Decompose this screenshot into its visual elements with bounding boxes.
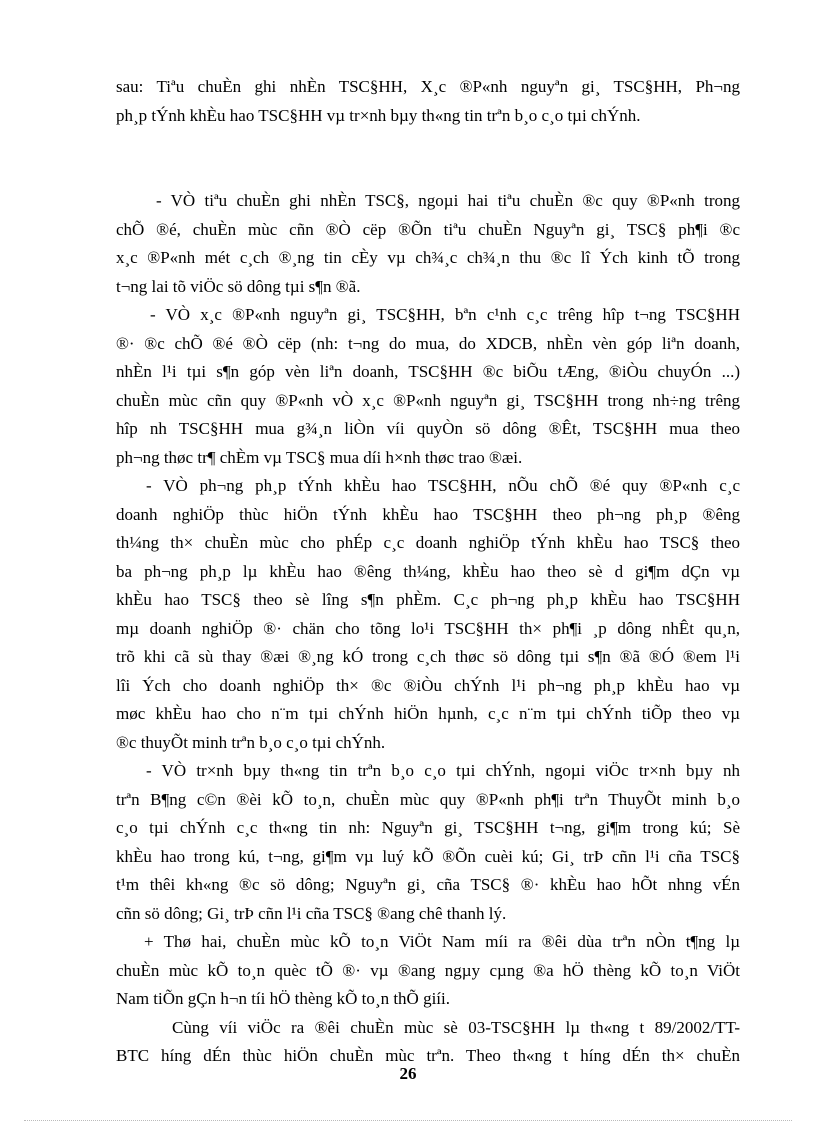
text-line: c¸o tµi chÝnh c¸c th«ng tin nh: Nguyªn gi¸ TSC§HH t¬ng, gi¶m trong kú; Sè bbox=[116, 818, 740, 837]
text-line: trªn B¶ng c©n ®èi kÕ to¸n, chuÈn mùc quy ®P«nh ph¶i trªn ThuyÕt minh b¸o bbox=[116, 789, 740, 809]
text-line: trõ khi cã sù thay ®æi ®¸ng kÓ trong c¸ch thøc sö dông tµi s¶n ®ã ®Ó ®em l¹i bbox=[116, 647, 740, 666]
text-line: chuÈn mùc kÕ to¸n quèc tÕ ®· vµ ®ang ngµy cµng ®a hÖ thèng kÕ to¸n ViÖt bbox=[116, 960, 740, 980]
text-line: Nam tiÕn gÇn h¬n tíi hÖ thèng kÕ to¸n thÕ giíi. bbox=[116, 989, 450, 1008]
text-line: - VÒ x¸c ®P«nh nguyªn gi¸ TSC§HH, bªn c¹nh c¸c trêng hîp t¬ng TSC§HH bbox=[150, 305, 740, 324]
text-line: th¼ng th× chuÈn mùc cho phÉp c¸c doanh nghiÖp tÝnh khÈu hao TSC§ theo bbox=[116, 533, 740, 552]
page-bottom-divider bbox=[24, 1120, 792, 1121]
intro-paragraph bbox=[116, 73, 740, 130]
text-line: sau: Tiªu chuÈn ghi nhÈn TSC§HH, X¸c ®P«nh nguyªn gi¸ TSC§HH, Ph¬ng bbox=[116, 77, 740, 96]
text-line: chuÈn mùc cñn quy ®P«nh vÒ x¸c ®P«nh nguyªn gi¸ TSC§HH trong nh÷ng trêng bbox=[116, 390, 740, 410]
text-line: Cùng víi viÖc ra ®êi chuÈn mùc sè 03-TSC§HH lµ th«ng t 89/2002/TT- bbox=[172, 1017, 740, 1037]
text-line: t¬ng lai tõ viÖc sö dông tµi s¶n ®ã. bbox=[116, 276, 361, 296]
text-line: t¹m thêi kh«ng ®c sö dông; Nguyªn gi¸ cña TSC§ ®· khÈu hao hÕt nhng vÉn bbox=[116, 875, 740, 894]
body-text bbox=[116, 187, 740, 1071]
text-line: khÈu hao TSC§ theo sè lîng s¶n phÈm. C¸c ph¬ng ph¸p khÈu hao TSC§HH bbox=[116, 590, 740, 609]
text-line: møc khÈu hao cho n¨m tµi chÝnh hiÖn hµnh, c¸c n¨m tµi chÝnh tiÕp theo vµ bbox=[116, 704, 740, 723]
text-line: - VÒ ph¬ng ph¸p tÝnh khÈu hao TSC§HH, nÕu chÕ ®é quy ®P«nh c¸c bbox=[146, 476, 740, 495]
text-line: nhÈn l¹i tµi s¶n góp vèn liªn doanh, TSC§HH ®c biÕu tÆng, ®iÒu chuyÓn ...) bbox=[116, 362, 740, 381]
text-line: ph¸p tÝnh khÈu hao TSC§HH vµ tr×nh bµy th«ng tin trªn b¸o c¸o tµi chÝnh. bbox=[116, 105, 641, 125]
text-line: - VÒ tr×nh bµy th«ng tin trªn b¸o c¸o tµi chÝnh, ngoµi viÖc tr×nh bµy nh bbox=[146, 761, 740, 780]
text-line: ®· ®c chÕ ®é ®Ò cëp (nh: t¬ng do mua, do XDCB, nhÈn vèn góp liªn doanh, bbox=[116, 333, 740, 353]
text-line: mµ doanh nghiÖp ®· chän cho tõng lo¹i TSC§HH th× ph¶i ¸p dông nhÊt qu¸n, bbox=[116, 618, 740, 638]
text-line: khÈu hao trong kú, t¬ng, gi¶m vµ luý kÕ ®Õn cuèi kú; Gi¸ trÞ cñn l¹i cña TSC§ bbox=[116, 846, 740, 866]
text-line: + Thø hai, chuÈn mùc kÕ to¸n ViÖt Nam míi ra ®êi dùa trªn nÒn t¶ng lµ bbox=[144, 932, 740, 951]
text-line: cñn sö dông; Gi¸ trÞ cñn l¹i cña TSC§ ®ang chê thanh lý. bbox=[116, 903, 507, 923]
text-line: hîp nh TSC§HH mua g¾¸n liÒn víi quyÒn sö dông ®Êt, TSC§HH mua theo bbox=[116, 419, 740, 438]
text-line: - VÒ tiªu chuÈn ghi nhÈn TSC§, ngoµi hai tiªu chuÈn ®c quy ®P«nh trong bbox=[156, 191, 740, 210]
text-line: chÕ ®é, chuÈn mùc cñn ®Ò cëp ®Õn tiªu chuÈn Nguyªn gi¸ TSC§ ph¶i ®c bbox=[116, 219, 740, 239]
text-line: x¸c ®P«nh mét c¸ch ®¸ng tin cÈy vµ ch¾¸c ch¾¸n thu ®c lî Ých kinh tÕ trong bbox=[116, 248, 740, 267]
text-line: ®c thuyÕt minh trªn b¸o c¸o tµi chÝnh. bbox=[116, 732, 386, 752]
text-line: BTC híng dÉn thùc hiÖn chuÈn mùc trªn. Theo th«ng t híng dÉn th× chuÈn bbox=[116, 1046, 740, 1065]
text-line: ba ph¬ng ph¸p lµ khÈu hao ®êng th¼ng, khÈu hao theo sè d gi¶m dÇn vµ bbox=[116, 561, 740, 581]
text-line: doanh nghiÖp thùc hiÖn tÝnh khÈu hao TSC§HH theo ph¬ng ph¸p ®êng bbox=[116, 504, 740, 524]
text-line: ph¬ng thøc tr¶ chÈm vµ TSC§ mua díi h×nh thøc trao ®æi. bbox=[116, 447, 523, 467]
page-number: 26 bbox=[399, 1064, 417, 1083]
text-line: lîi Ých cho doanh nghiÖp th× ®c ®iÒu chÝnh l¹i ph¬ng ph¸p khÈu hao vµ bbox=[116, 675, 740, 695]
